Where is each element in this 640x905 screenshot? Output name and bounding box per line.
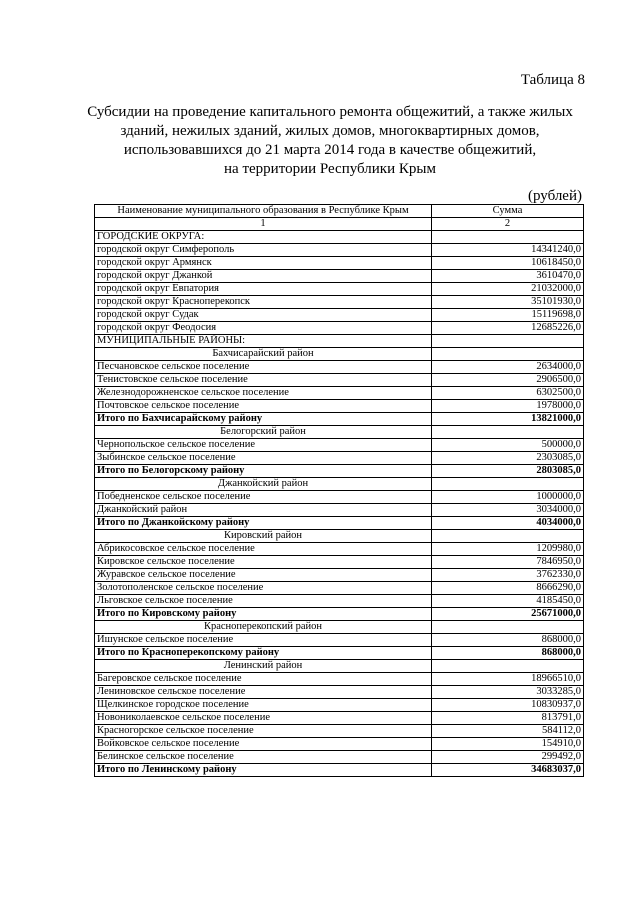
row-name: Победненское сельское поселение (95, 491, 432, 504)
table-row (95, 257, 584, 270)
row-name: Итого по Белогорскому району (95, 465, 432, 478)
table-row (95, 491, 584, 504)
table-row (95, 725, 584, 738)
table-row (95, 244, 584, 257)
row-name: Белогорский район (95, 426, 432, 439)
total-row (95, 647, 584, 660)
row-amount: 299492,0 (432, 751, 584, 764)
row-name: городской округ Симферополь (95, 244, 432, 257)
row-name: Итого по Ленинскому району (95, 764, 432, 777)
row-amount (432, 478, 584, 491)
row-name: ГОРОДСКИЕ ОКРУГА: (95, 231, 432, 244)
row-name: Багеровское сельское поселение (95, 673, 432, 686)
row-name: Джанкойский район (95, 504, 432, 517)
row-name: Почтовское сельское поселение (95, 400, 432, 413)
row-amount: 584112,0 (432, 725, 584, 738)
row-amount: 3034000,0 (432, 504, 584, 517)
district-header-row (95, 621, 584, 634)
table-row (95, 751, 584, 764)
row-name: Бахчисарайский район (95, 348, 432, 361)
district-header-row (95, 530, 584, 543)
row-amount: 868000,0 (432, 647, 584, 660)
total-row (95, 465, 584, 478)
row-name: Лениновское сельское поселение (95, 686, 432, 699)
table-row (95, 309, 584, 322)
table-row (95, 296, 584, 309)
row-amount (432, 530, 584, 543)
title-line: использовавшихся до 21 марта 2014 года в качестве общежитий, (123, 142, 537, 158)
row-name: городской округ Джанкой (95, 270, 432, 283)
section-header-row (95, 231, 584, 244)
table-row (95, 452, 584, 465)
row-amount: 15119698,0 (432, 309, 584, 322)
table-row (95, 283, 584, 296)
row-amount (432, 621, 584, 634)
district-header-row (95, 660, 584, 673)
district-header-row (95, 348, 584, 361)
table-row (95, 569, 584, 582)
col-number-2: 2 (432, 218, 584, 231)
row-amount: 6302500,0 (432, 387, 584, 400)
district-header-row (95, 426, 584, 439)
row-name: Зыбинское сельское поселение (95, 452, 432, 465)
table-row (95, 374, 584, 387)
row-name: городской округ Евпатория (95, 283, 432, 296)
subsidy-table (94, 204, 584, 777)
row-name: Кировский район (95, 530, 432, 543)
title-line: зданий, нежилых зданий, жилых домов, многоквартирных домов, (120, 123, 540, 139)
row-amount: 10830937,0 (432, 699, 584, 712)
col-number-1: 1 (95, 218, 432, 231)
row-amount: 868000,0 (432, 634, 584, 647)
row-amount (432, 335, 584, 348)
row-amount: 2803085,0 (432, 465, 584, 478)
row-amount: 18966510,0 (432, 673, 584, 686)
column-number-row (95, 218, 584, 231)
row-name: Итого по Бахчисарайскому району (95, 413, 432, 426)
district-header-row (95, 478, 584, 491)
row-amount: 8666290,0 (432, 582, 584, 595)
row-amount: 34683037,0 (432, 764, 584, 777)
header-row (95, 205, 584, 218)
table-body (95, 231, 584, 777)
row-amount: 4185450,0 (432, 595, 584, 608)
row-amount (432, 348, 584, 361)
table-row (95, 400, 584, 413)
row-amount: 10618450,0 (432, 257, 584, 270)
col-header-sum: Сумма (432, 205, 584, 218)
row-name: Льговское сельское поселение (95, 595, 432, 608)
row-amount: 7846950,0 (432, 556, 584, 569)
row-name: Красногорское сельское поселение (95, 725, 432, 738)
row-amount: 13821000,0 (432, 413, 584, 426)
table-number: Таблица 8 (520, 72, 585, 88)
table-row (95, 387, 584, 400)
row-name: МУНИЦИПАЛЬНЫЕ РАЙОНЫ: (95, 335, 432, 348)
total-row (95, 764, 584, 777)
row-amount: 813791,0 (432, 712, 584, 725)
row-name: городской округ Армянск (95, 257, 432, 270)
row-name: Итого по Кировскому району (95, 608, 432, 621)
row-amount: 2303085,0 (432, 452, 584, 465)
table-row (95, 361, 584, 374)
row-name: городской округ Судак (95, 309, 432, 322)
document-title (70, 103, 590, 179)
row-name: Журавское сельское поселение (95, 569, 432, 582)
row-name: городской округ Красноперекопск (95, 296, 432, 309)
row-amount: 25671000,0 (432, 608, 584, 621)
table-row (95, 504, 584, 517)
row-name: Новониколаевское сельское поселение (95, 712, 432, 725)
table-row (95, 738, 584, 751)
row-name: Абрикосовское сельское поселение (95, 543, 432, 556)
row-name: Щелкинское городское поселение (95, 699, 432, 712)
title-line: Субсидии на проведение капитального ремонта общежитий, а также жилых (87, 104, 573, 120)
col-header-name: Наименование муниципального образования в Республике Крым (95, 205, 432, 218)
row-name: Ишунское сельское поселение (95, 634, 432, 647)
row-amount: 4034000,0 (432, 517, 584, 530)
row-name: Белинское сельское поселение (95, 751, 432, 764)
row-amount: 2634000,0 (432, 361, 584, 374)
row-name: Тенистовское сельское поселение (95, 374, 432, 387)
row-name: Итого по Красноперекопскому району (95, 647, 432, 660)
total-row (95, 608, 584, 621)
row-amount: 14341240,0 (432, 244, 584, 257)
row-amount: 2906500,0 (432, 374, 584, 387)
title-line: на территории Республики Крым (224, 161, 436, 177)
table-row (95, 673, 584, 686)
table-row (95, 439, 584, 452)
row-amount: 21032000,0 (432, 283, 584, 296)
row-amount: 12685226,0 (432, 322, 584, 335)
table-row (95, 634, 584, 647)
row-amount (432, 426, 584, 439)
total-row (95, 413, 584, 426)
row-amount: 35101930,0 (432, 296, 584, 309)
unit-label: (рублей) (527, 188, 582, 204)
row-name: Золотополенское сельское поселение (95, 582, 432, 595)
row-amount: 1000000,0 (432, 491, 584, 504)
row-amount: 500000,0 (432, 439, 584, 452)
table-row (95, 595, 584, 608)
row-name: городской округ Феодосия (95, 322, 432, 335)
row-name: Песчановское сельское поселение (95, 361, 432, 374)
row-name: Красноперекопский район (95, 621, 432, 634)
row-amount (432, 660, 584, 673)
row-amount (432, 231, 584, 244)
row-amount: 3762330,0 (432, 569, 584, 582)
row-name: Итого по Джанкойскому району (95, 517, 432, 530)
table-row (95, 699, 584, 712)
row-name: Войковское сельское поселение (95, 738, 432, 751)
row-name: Кировское сельское поселение (95, 556, 432, 569)
row-name: Чернопольское сельское поселение (95, 439, 432, 452)
table-row (95, 712, 584, 725)
table-row (95, 543, 584, 556)
row-name: Ленинский район (95, 660, 432, 673)
row-amount: 3610470,0 (432, 270, 584, 283)
section-header-row (95, 335, 584, 348)
table-row (95, 582, 584, 595)
table-row (95, 556, 584, 569)
row-name: Железнодорожненское сельское поселение (95, 387, 432, 400)
table-row (95, 270, 584, 283)
row-name: Джанкойский район (95, 478, 432, 491)
row-amount: 3033285,0 (432, 686, 584, 699)
table-row (95, 322, 584, 335)
row-amount: 154910,0 (432, 738, 584, 751)
total-row (95, 517, 584, 530)
row-amount: 1978000,0 (432, 400, 584, 413)
row-amount: 1209980,0 (432, 543, 584, 556)
table-row (95, 686, 584, 699)
